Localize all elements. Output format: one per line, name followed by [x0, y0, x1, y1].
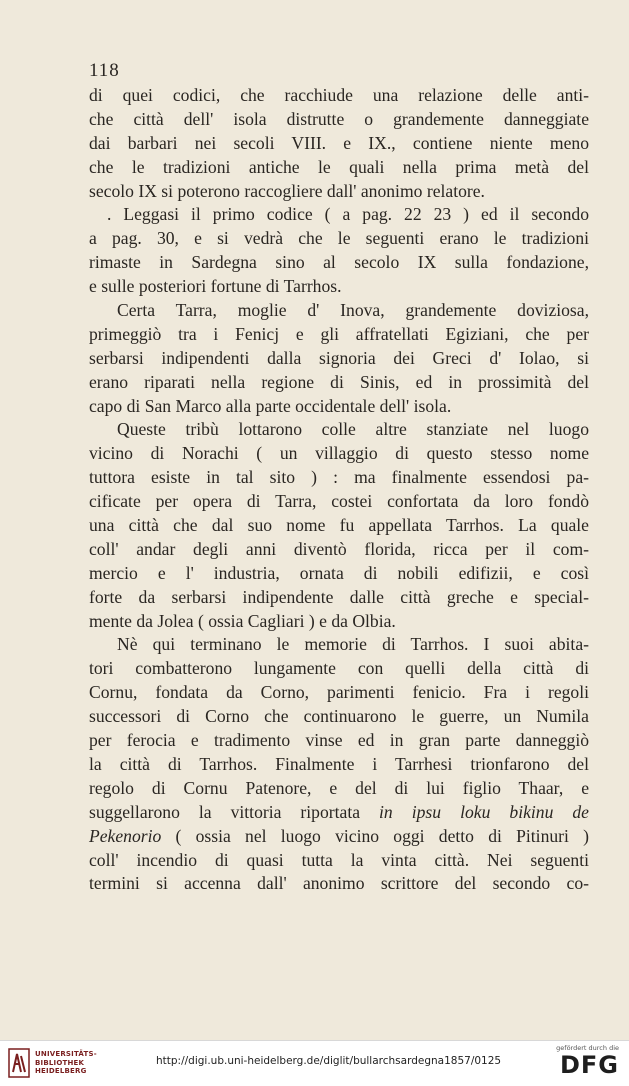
line-text: dai barbari nei secoli VIII. e IX., contiene niente meno [89, 132, 589, 153]
text-line [89, 657, 589, 681]
library-name-line3: HEIDELBERG [35, 1067, 87, 1076]
line-text: a pag. 30, e si vedrà che le seguenti erano le tradizioni [89, 228, 589, 249]
line-text: di quei codici, che racchiude una relazione delle anti- [89, 85, 589, 105]
line-text: primeggiò tra i Fenicj e gli affratellati Egiziani, che per [89, 323, 589, 344]
line-text: suggellarono la vittoria riportata [89, 801, 361, 822]
permalink-url[interactable]: http://digi.ub.uni-heidelberg.de/diglit/bullarchsardegna1857/0125 [156, 1055, 502, 1067]
text-line [89, 801, 589, 825]
page-text [89, 84, 589, 896]
library-logo[interactable] [8, 1048, 97, 1078]
text-line [89, 108, 589, 132]
text-line [89, 872, 589, 896]
text-line [89, 84, 589, 108]
line-text: serbarsi indipendenti dalla signoria dei Greci d' Iolao, si [89, 347, 589, 368]
text-line [89, 180, 589, 204]
line-text: . Leggasi il primo codice ( a pag. 22 23 ) ed il secondo [107, 204, 589, 225]
line-text: coll' andar degli anni diventò florida, ricca per il com- [89, 538, 589, 559]
line-text: successori di Corno che continuarono le guerre, un Numila [89, 706, 589, 727]
text-line [89, 442, 589, 466]
text-line [89, 681, 589, 705]
text-line [89, 275, 589, 299]
line-text: Cornu, fondata da Corno, parimenti fenicio. Fra i regoli [89, 682, 589, 703]
text-line [89, 777, 589, 801]
text-line [89, 299, 589, 323]
text-line [89, 323, 589, 347]
dfg-logo-text: DFG [559, 1051, 619, 1079]
line-text: erano riparati nella regione di Sinis, ed in prossimità del [89, 371, 589, 392]
line-text: rimaste in Sardegna sino al secolo IX sulla fondazione, [89, 252, 589, 273]
dfg-funding-logo[interactable] [556, 1044, 619, 1078]
library-name-line1: UNIVERSITÄTS- [35, 1050, 97, 1059]
text-line [89, 514, 589, 538]
text-line [89, 753, 589, 777]
line-text: vicino di Norachi ( un villaggio di questo stesso nome [89, 443, 589, 464]
line-text: mente da Jolea ( ossia Cagliari ) e da Olbia. [89, 610, 396, 631]
text-line [89, 227, 589, 251]
line-text: coll' incendio di quasi tutta la vinta città. Nei seguenti [89, 849, 589, 870]
line-text: termini si accenna dall' anonimo scrittore del secondo co- [89, 873, 589, 894]
line-text: forte da serbarsi indipendente dalle città greche e special- [89, 586, 589, 607]
funded-by-label: gefördert durch die [556, 1044, 619, 1052]
line-text: mercio e l' industria, ornata di nobili edifizii, e così [89, 562, 589, 583]
italic-phrase: in ipsu loku bikinu de [379, 801, 589, 822]
text-line [89, 610, 589, 634]
text-line [89, 203, 589, 227]
text-line [89, 156, 589, 180]
text-line [89, 490, 589, 514]
line-text: Certa Tarra, moglie d' Inova, grandemente doviziosa, [117, 300, 589, 321]
line-text: tori combatterono lungamente con quelli della città di [89, 658, 589, 679]
line-text: Queste tribù lottarono colle altre stanziate nel luogo [117, 419, 589, 440]
library-name [35, 1050, 97, 1076]
text-line [89, 562, 589, 586]
line-text: tuttora esiste in tal sito ) : ma finalmente essendosi pa- [89, 467, 589, 488]
text-line [89, 466, 589, 490]
line-text: capo di San Marco alla parte occidentale dell' isola. [89, 395, 452, 416]
line-text: e sulle posteriori fortune di Tarrhos. [89, 276, 342, 297]
text-line [89, 371, 589, 395]
text-line [89, 633, 589, 657]
viewer-footer [0, 1040, 629, 1086]
line-text: ( ossia nel luogo vicino oggi detto di Pitinuri ) [161, 825, 589, 846]
text-line [89, 132, 589, 156]
heidelberg-logo-icon [8, 1048, 30, 1078]
line-text: la città di Tarrhos. Finalmente i Tarrhesi trionfarono del [89, 753, 589, 774]
text-line [89, 347, 589, 371]
text-line [89, 849, 589, 873]
text-line [89, 825, 589, 849]
text-line [89, 395, 589, 419]
text-line [89, 729, 589, 753]
text-line [89, 538, 589, 562]
line-text: una città che dal suo nome fu appellata Tarrhos. La quale [89, 515, 589, 536]
line-text: che città dell' isola distrutte o grandemente danneggiate [89, 108, 589, 129]
text-line [89, 705, 589, 729]
page-number: 118 [89, 60, 120, 81]
library-name-line2: BIBLIOTHEK [35, 1058, 85, 1067]
line-text: cificate per opera di Tarra, costei confortata da loro fondò [89, 491, 589, 512]
line-text: che le tradizioni antiche le quali nella prima metà del [89, 156, 589, 177]
line-text: regolo di Cornu Patenore, e del di lui figlio Thaar, e [89, 777, 589, 798]
line-text: secolo IX si poterono raccogliere dall' anonimo relatore. [89, 180, 485, 201]
line-text: per ferocia e tradimento vinse ed in gran parte danneggiò [89, 730, 589, 751]
text-line [89, 418, 589, 442]
italic-phrase: Pekenorio [89, 825, 162, 846]
text-line [89, 251, 589, 275]
line-text: Nè qui terminano le memorie di Tarrhos. I suoi abita- [117, 634, 589, 655]
text-line [89, 586, 589, 610]
